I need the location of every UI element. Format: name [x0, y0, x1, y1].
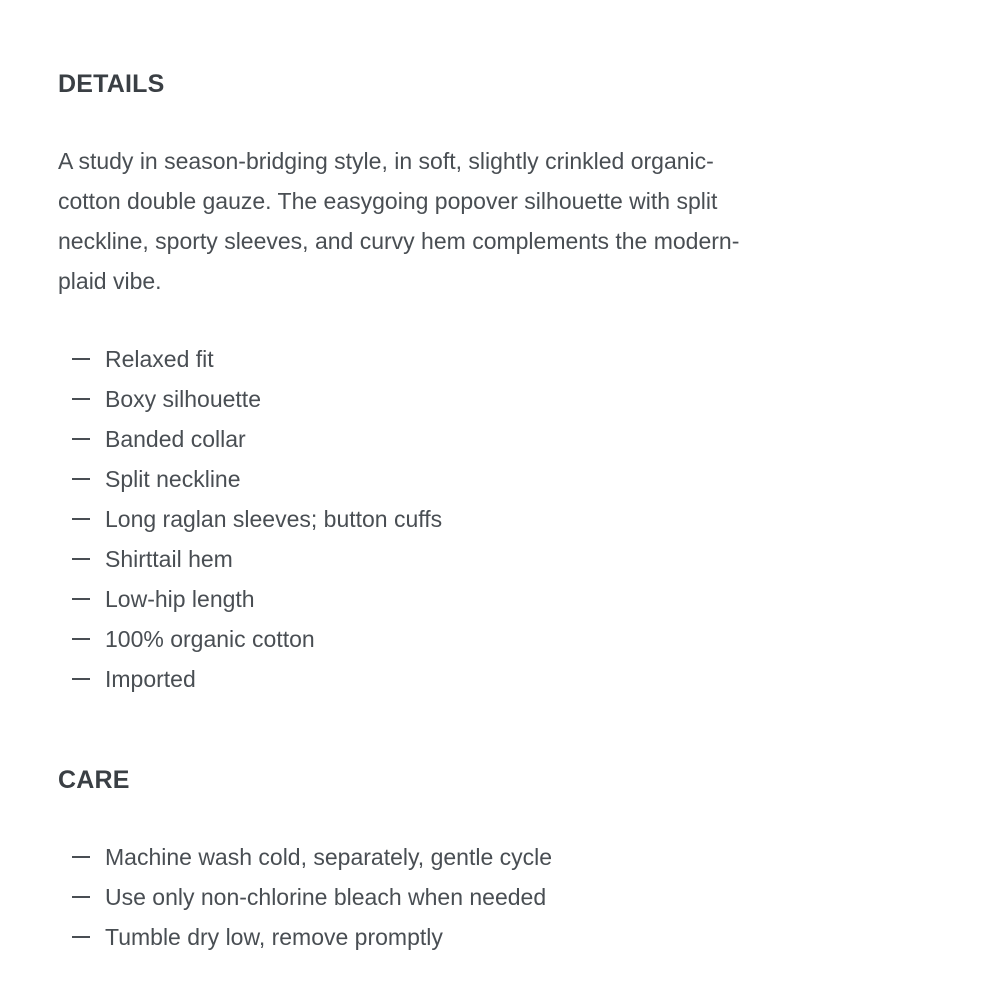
dash-icon	[72, 518, 90, 520]
dash-icon	[72, 598, 90, 600]
list-item	[72, 539, 442, 579]
list-item-text: Boxy silhouette	[105, 386, 261, 412]
list-item	[72, 619, 442, 659]
dash-icon	[72, 398, 90, 400]
list-item-text: Use only non-chlorine bleach when needed	[105, 884, 547, 910]
list-item	[72, 459, 442, 499]
dash-icon	[72, 358, 90, 360]
list-item	[72, 419, 442, 459]
dash-icon	[72, 558, 90, 560]
list-item	[72, 659, 442, 699]
dash-icon	[72, 678, 90, 680]
list-item	[72, 917, 552, 957]
list-item-text: Relaxed fit	[105, 346, 214, 372]
list-item-text: Split neckline	[105, 466, 241, 492]
product-description: A study in season-bridging style, in soft, slightly crinkled organic-cotton double gauze. The easygoing popover silhouette with split neckline, sporty sleeves, and curvy hem complements the modern-plaid vibe.	[58, 148, 740, 294]
list-item-text: Machine wash cold, separately, gentle cycle	[105, 844, 553, 870]
list-item	[72, 499, 442, 539]
dash-icon	[72, 856, 90, 858]
list-item-text: Banded collar	[105, 426, 246, 452]
dash-icon	[72, 936, 90, 938]
dash-icon	[72, 438, 90, 440]
care-list	[72, 837, 552, 957]
dash-icon	[72, 478, 90, 480]
list-item-text: 100% organic cotton	[105, 626, 315, 652]
details-list	[72, 339, 442, 699]
dash-icon	[72, 638, 90, 640]
list-item-text: Shirttail hem	[105, 546, 233, 572]
list-item-text: Long raglan sleeves; button cuffs	[105, 506, 443, 532]
list-item	[72, 339, 442, 379]
list-item-text: Low-hip length	[105, 586, 255, 612]
list-item	[72, 579, 442, 619]
list-item	[72, 379, 442, 419]
details-heading: DETAILS	[58, 70, 165, 98]
list-item	[72, 837, 552, 877]
list-item-text: Tumble dry low, remove promptly	[105, 924, 443, 950]
dash-icon	[72, 896, 90, 898]
care-heading: CARE	[58, 766, 130, 794]
list-item-text: Imported	[105, 666, 196, 692]
list-item	[72, 877, 552, 917]
